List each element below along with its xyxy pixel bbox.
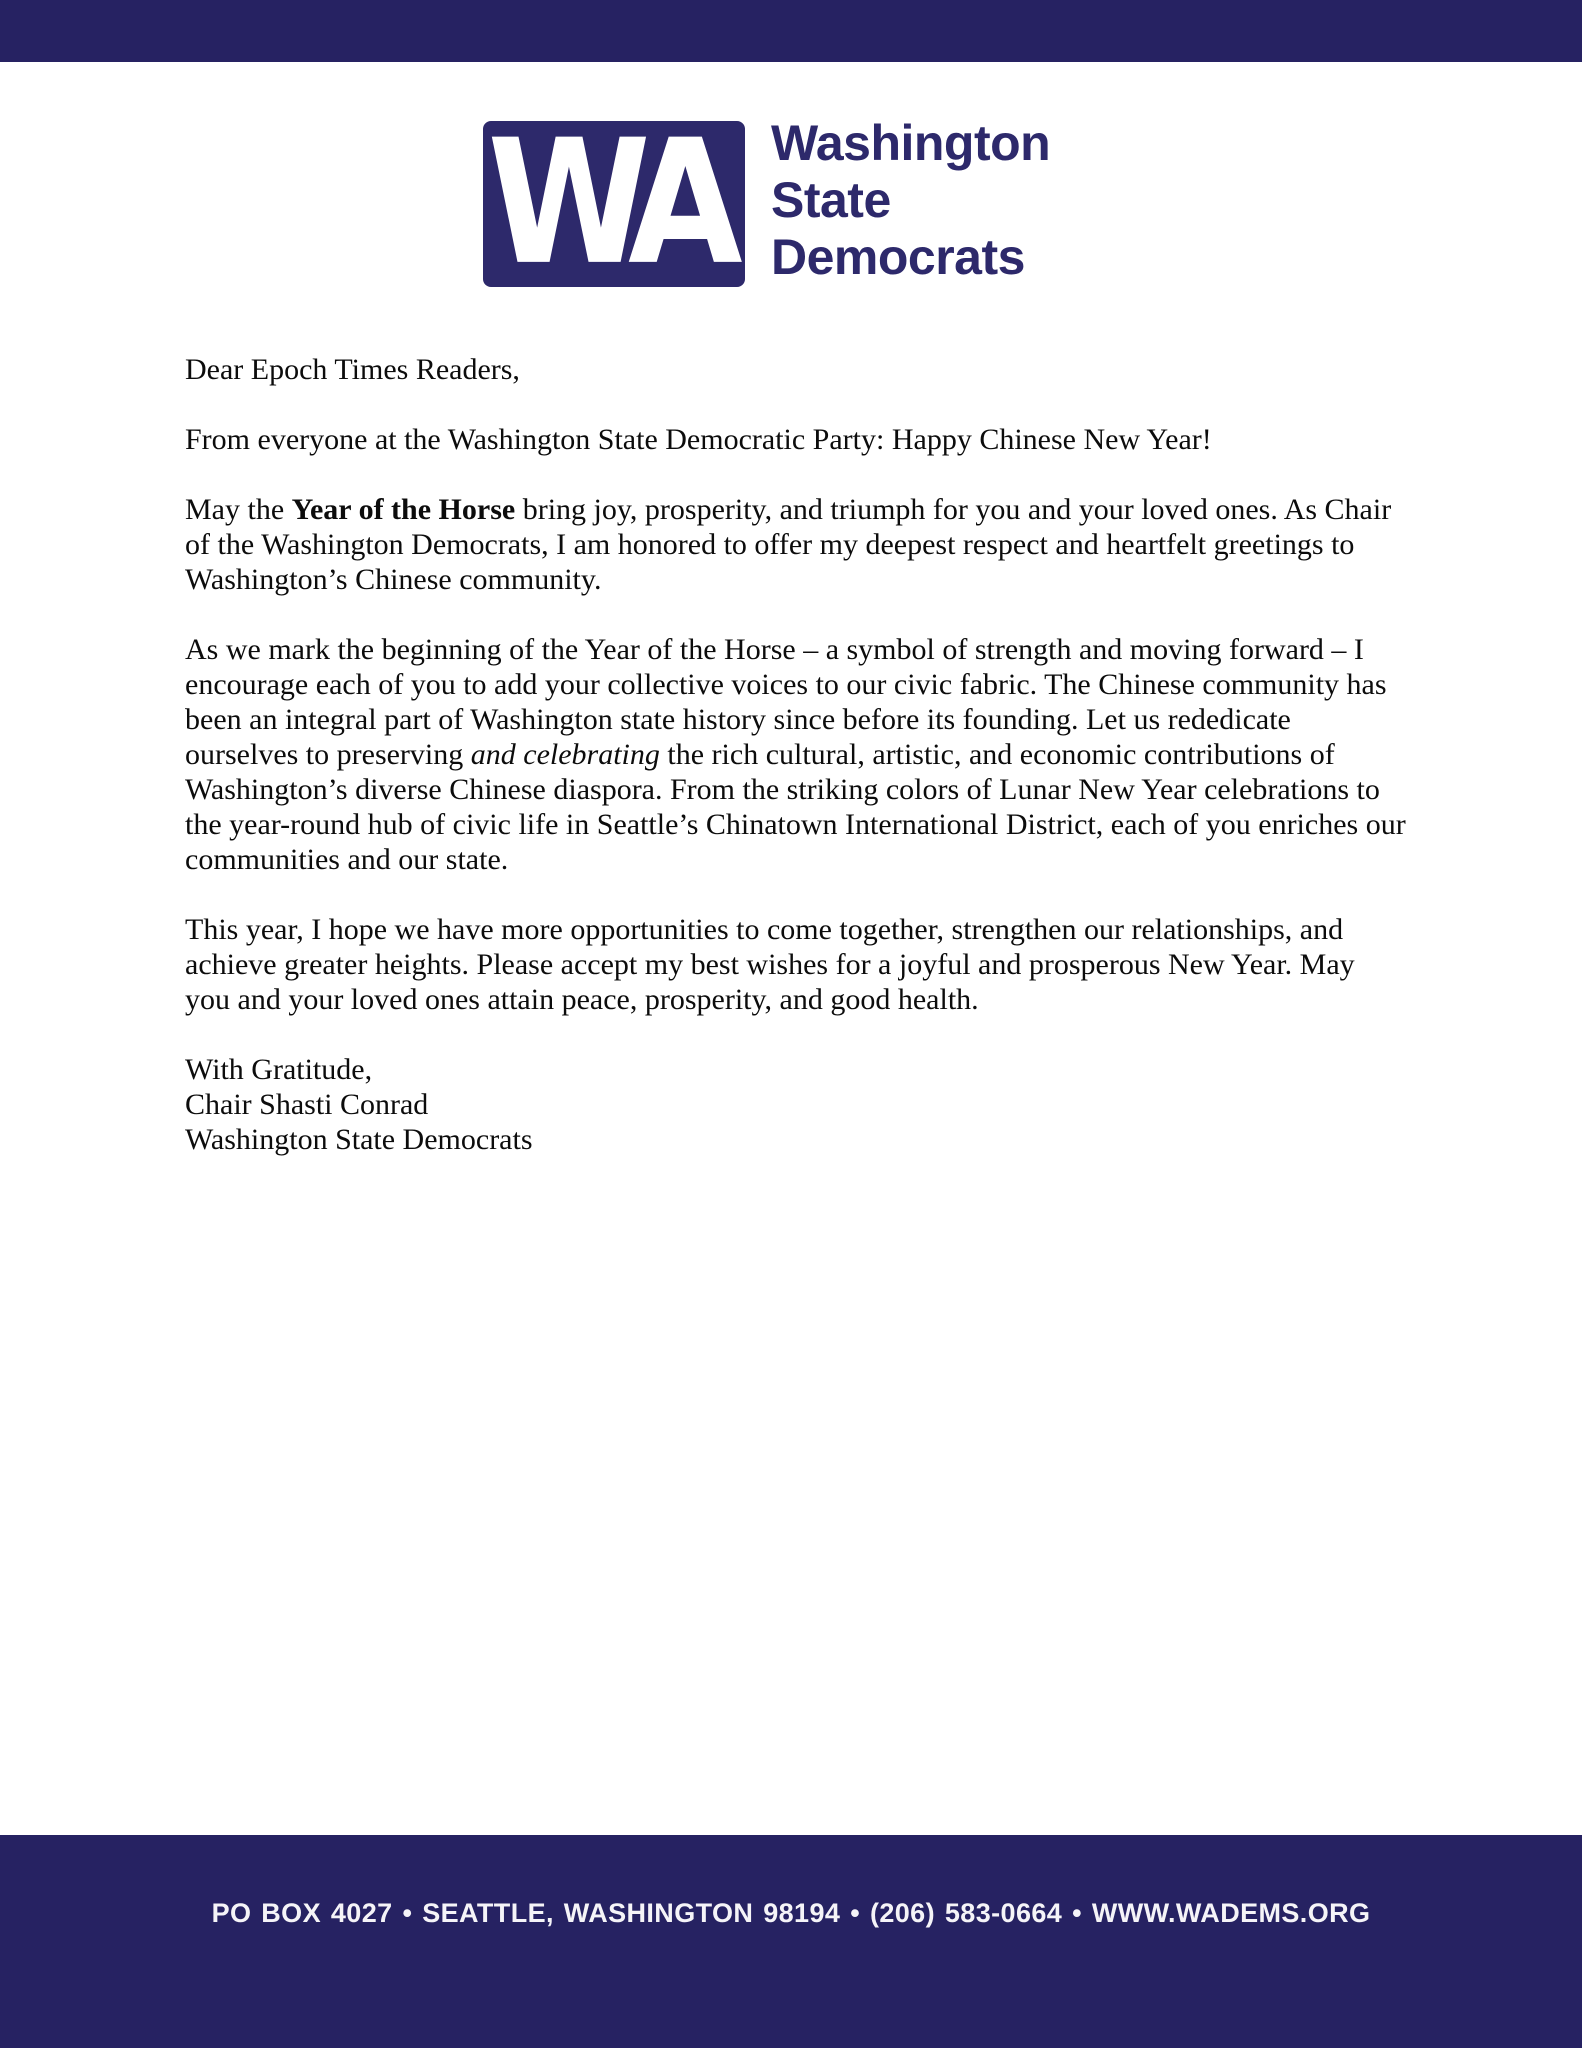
- letter-paragraph: [185, 632, 1407, 877]
- body-text: bring joy, prosperity, and triumph for you and your loved ones. As Chair of the Washington Democrats, I am honored to offer my deepest respect and heartfelt greetings to Washington’s Chinese community.: [185, 493, 1392, 596]
- body-text: From everyone at the Washington State Democratic Party: Happy Chinese New Year!: [185, 423, 1212, 456]
- footer-contact-line: PO BOX 4027 • SEATTLE, WASHINGTON 98194 • (206) 583-0664 • WWW.WADEMS.ORG: [211, 1898, 1371, 1928]
- signature-line: Chair Shasti Conrad: [185, 1088, 429, 1121]
- letter-paragraphs: [185, 352, 1407, 1017]
- signature-line: With Gratitude,: [185, 1053, 373, 1086]
- wa-logo-mark: [483, 121, 745, 287]
- wordmark-line-state: State: [771, 172, 891, 228]
- body-text: As we mark the beginning of the Year of the Horse – a symbol of strength and moving forward – I encourage each of you to add your collective voices to our civic fabric. The Chinese community has been an integral part of Washington state history since before its founding. Let us rededicate ourselves to preserving: [185, 633, 1387, 771]
- logo-wordmark: [771, 115, 1050, 286]
- body-text: the rich cultural, artistic, and economic contributions of Washington’s diverse Chinese diaspora. From the striking colors of Lunar New Year celebrations to the year-round hub of civic life in Seattle’s Chinatown International District, each of you enriches our communities and our state.: [185, 738, 1406, 876]
- letter-paragraph: [185, 912, 1407, 1017]
- body-text: This year, I hope we have more opportunities to come together, strengthen our relationships, and achieve greater heights. Please accept my best wishes for a joyful and prosperous New Year. May you and your loved ones attain peace, prosperity, and good health.: [185, 913, 1355, 1016]
- wordmark-line-democrats: Democrats: [771, 229, 1025, 285]
- body-text: Dear Epoch Times Readers,: [185, 353, 520, 386]
- footer-bar: [0, 1835, 1582, 2048]
- letter-body: [185, 352, 1407, 1157]
- wordmark-line-washington: Washington: [771, 115, 1051, 171]
- letter-paragraph: [185, 422, 1407, 457]
- letter-paragraph: [185, 352, 1407, 387]
- bold-text: Year of the Horse: [291, 493, 516, 526]
- top-accent-bar: [0, 0, 1582, 62]
- wa-democrats-logo: [483, 115, 1051, 287]
- signature-line: Washington State Democrats: [185, 1123, 533, 1156]
- italic-text: and celebrating: [470, 738, 660, 771]
- wa-monogram: WA: [487, 121, 727, 287]
- signature-block: [185, 1052, 1407, 1157]
- body-text: May the: [185, 493, 292, 526]
- letter-paragraph: [185, 492, 1407, 597]
